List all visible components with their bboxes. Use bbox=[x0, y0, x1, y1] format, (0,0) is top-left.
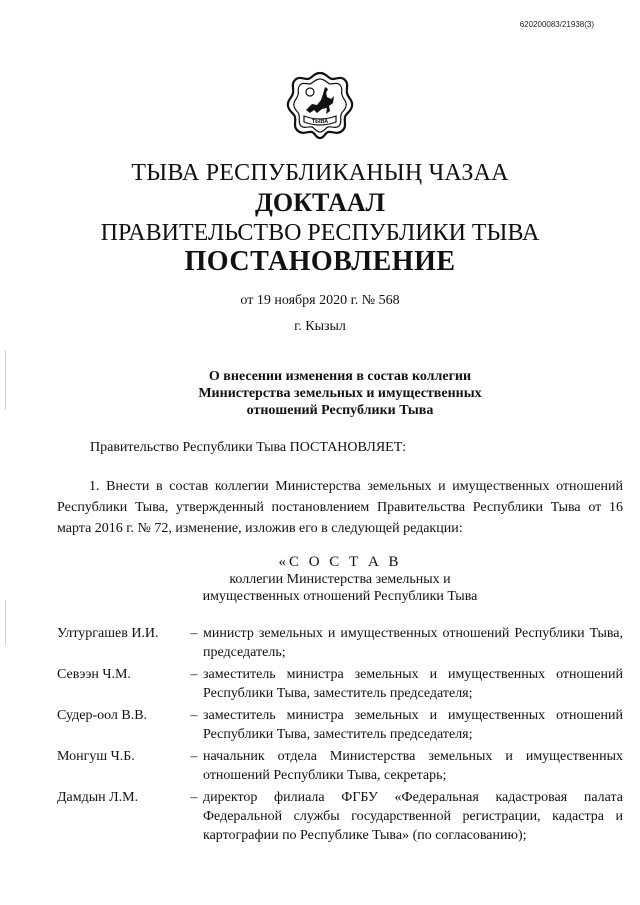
member-name: Монгуш Ч.Б. bbox=[57, 749, 135, 764]
composition-subtitle: коллегии Министерства земельных и bbox=[229, 572, 451, 587]
composition-subtitle: имущественных отношений Республики Тыва bbox=[202, 589, 478, 604]
member-name: Дамдын Л.М. bbox=[57, 790, 139, 805]
member-role: начальник отдела Министерства земельных и имущественных отношений Республики Тыва, секретарь; bbox=[203, 749, 623, 783]
subject-line: О внесении изменения в состав коллегии bbox=[208, 369, 472, 384]
document-date-number: от 19 ноября 2020 г. № 568 bbox=[240, 293, 400, 308]
member-role: министр земельных и имущественных отношений Республики Тыва, председатель; bbox=[203, 626, 623, 660]
decrees-line: Правительство Республики Тыва ПОСТАНОВЛЯЕТ: bbox=[90, 440, 407, 455]
member-dash: – bbox=[190, 667, 198, 682]
emblem-label: ТЫВА bbox=[311, 119, 329, 125]
document-city: г. Кызыл bbox=[294, 319, 346, 334]
member-row bbox=[57, 747, 623, 785]
member-dash: – bbox=[190, 708, 198, 723]
members-list bbox=[57, 624, 623, 848]
document-type: ПОСТАНОВЛЕНИЕ bbox=[184, 246, 456, 277]
composition-heading bbox=[0, 554, 640, 605]
member-role: заместитель министра земельных и имущественных отношений Республики Тыва, заместитель председателя; bbox=[203, 708, 623, 742]
composition-title: «С О С Т А В bbox=[278, 554, 402, 570]
member-dash: – bbox=[190, 626, 198, 641]
scan-margin-mark bbox=[5, 350, 6, 410]
member-name: Судер-оол В.В. bbox=[57, 708, 148, 723]
member-name: Ултургашев И.И. bbox=[57, 626, 159, 641]
member-dash: – bbox=[190, 749, 198, 764]
paragraph-1-text: 1. Внести в состав коллегии Министерства земельных и имущественных отношений Республики Тыва, утвержденный постановлением Правительства Республики Тыва от 16 марта 2016 г. № 72, изменение, изложив его в следующей редакции: bbox=[57, 479, 623, 536]
member-row bbox=[57, 706, 623, 744]
member-role: заместитель министра земельных и имущественных отношений Республики Тыва, заместитель председателя; bbox=[203, 667, 623, 701]
tyva-government-title: ТЫВА РЕСПУБЛИКАНЫҢ ЧАЗАА bbox=[131, 160, 509, 186]
member-name: Севээн Ч.М. bbox=[57, 667, 131, 682]
member-row bbox=[57, 665, 623, 703]
paragraph-1 bbox=[57, 476, 623, 539]
scan-margin-mark bbox=[5, 600, 6, 645]
subject-line: Министерства земельных и имущественных bbox=[198, 386, 482, 401]
member-row bbox=[57, 788, 623, 845]
subject-line: отношений Республики Тыва bbox=[246, 403, 434, 418]
member-role: директор филиала ФГБУ «Федеральная кадастровая палата Федеральной службы государственной регистрации, кадастра и картографии по Республике Тыва» (по согласованию); bbox=[203, 790, 623, 843]
tyva-document-type: ДОКТААЛ bbox=[255, 188, 385, 217]
document-id: 620200083/21938(3) bbox=[519, 20, 594, 29]
government-title: ПРАВИТЕЛЬСТВО РЕСПУБЛИКИ ТЫВА bbox=[100, 220, 540, 246]
member-dash: – bbox=[190, 790, 198, 805]
document-subject bbox=[0, 368, 640, 419]
member-row bbox=[57, 624, 623, 662]
tuva-coat-of-arms-icon bbox=[286, 70, 354, 140]
